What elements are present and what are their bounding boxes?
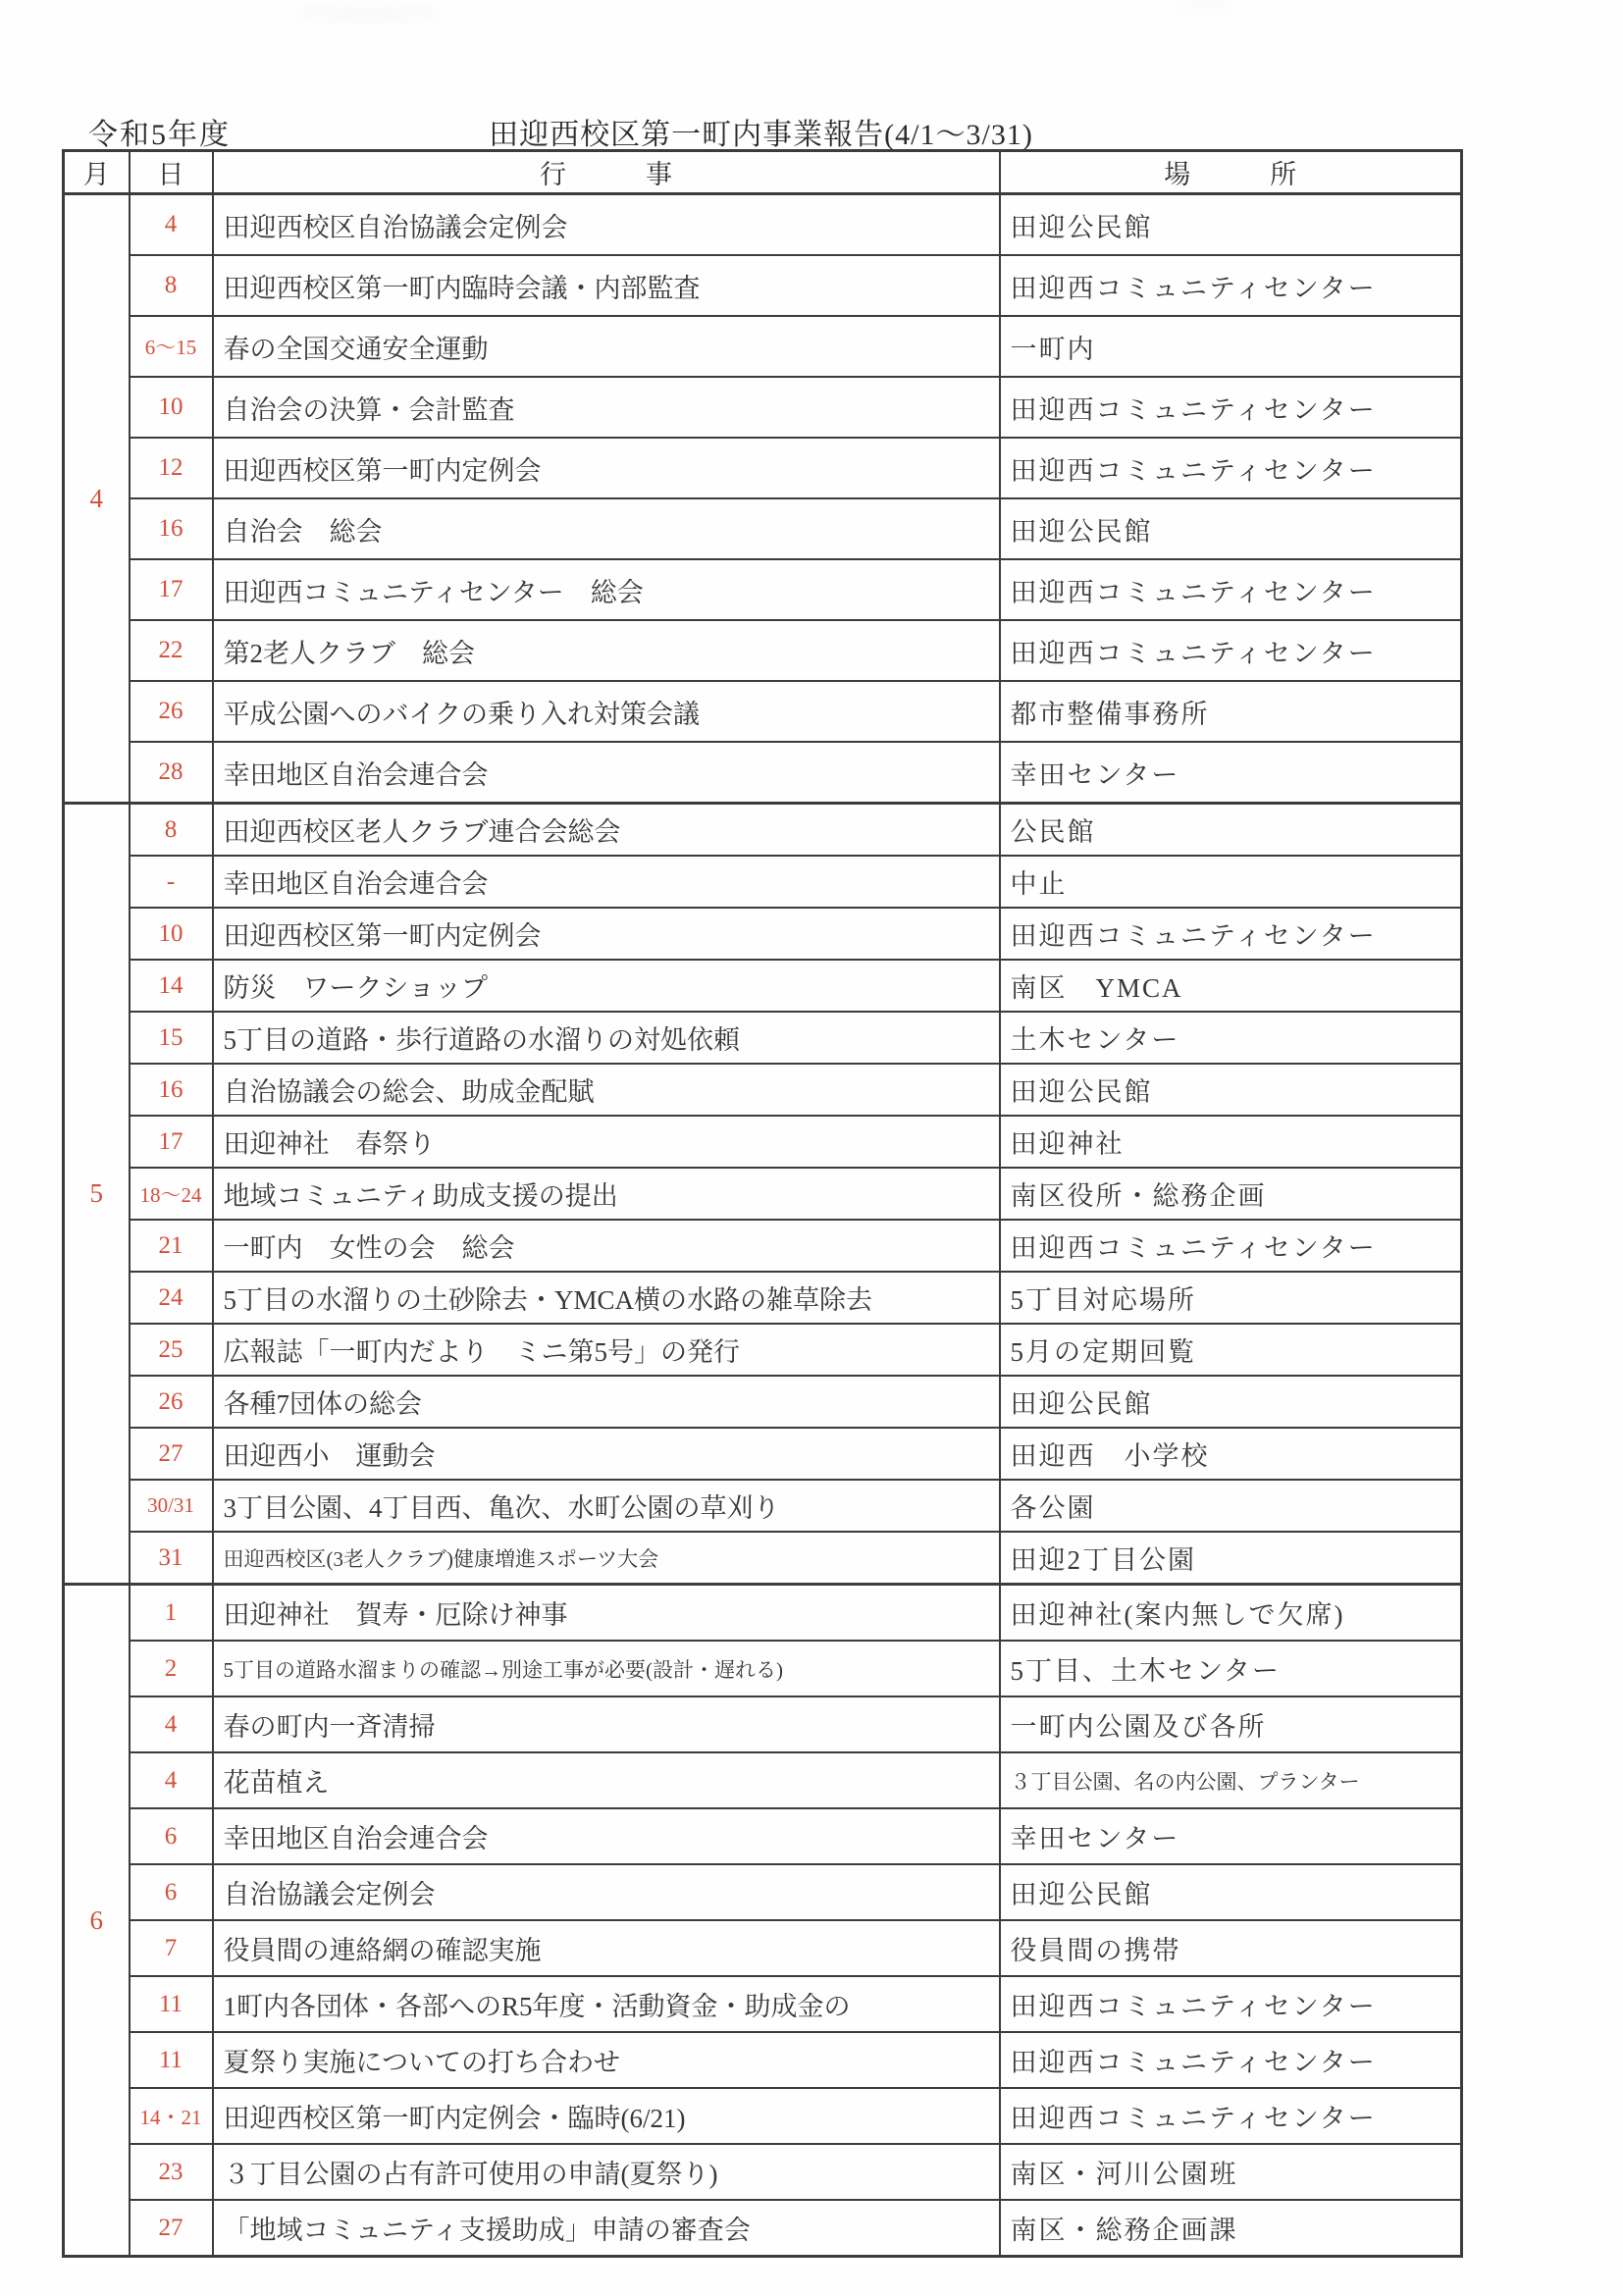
table-row [64,1920,1462,1976]
event-place: 田迎神社(案内無しで欠席) [1000,1585,1462,1642]
event-day: 27 [130,2200,213,2257]
event-name: 広報誌「一町内だより ミニ第5号」の発行 [213,1324,1000,1376]
event-name: 1町内各団体・各部へのR5年度・活動資金・助成金の [213,1976,1000,2032]
event-place: 5月の定期回覧 [1000,1324,1462,1376]
event-name: 自治協議会の総会、助成金配賦 [213,1064,1000,1116]
event-place: 南区 YMCA [1000,960,1462,1012]
event-day: 25 [130,1324,213,1376]
event-place: 田迎西コミュニティセンター [1000,620,1462,681]
table-row [64,804,1462,857]
event-name: 5丁目の道路水溜まりの確認→別途工事が必要(設計・遅れる) [213,1641,1000,1696]
event-day: 10 [130,908,213,960]
event-day: 28 [130,742,213,804]
table-row [64,2088,1462,2144]
table-row [64,1116,1462,1168]
table-row [64,2144,1462,2200]
event-day: 6 [130,1808,213,1864]
event-day: 16 [130,1064,213,1116]
event-place: 田迎神社 [1000,1116,1462,1168]
event-day: 7 [130,1920,213,1976]
header-row [64,151,1462,194]
event-day: 26 [130,681,213,742]
event-place: 田迎西コミュニティセンター [1000,1220,1462,1272]
event-day: 16 [130,498,213,559]
event-place: 田迎西コミュニティセンター [1000,438,1462,498]
event-name: 田迎西コミュニティセンター 総会 [213,559,1000,620]
event-name: 「地域コミュニティ支援助成」申請の審査会 [213,2200,1000,2257]
table-row [64,559,1462,620]
event-name: 田迎西校区第一町内定例会・臨時(6/21) [213,2088,1000,2144]
event-day: 4 [130,194,213,256]
event-name: 各種7団体の総会 [213,1376,1000,1428]
event-place: 5丁目対応場所 [1000,1272,1462,1324]
event-name: 田迎神社 春祭り [213,1116,1000,1168]
table-row [64,498,1462,559]
column-header-event: 行 事 [213,151,1000,194]
event-name: 春の全国交通安全運動 [213,316,1000,377]
event-day: 12 [130,438,213,498]
event-place: 中止 [1000,856,1462,908]
scan-artifact [1178,2,1236,12]
table-row [64,1752,1462,1808]
table-row [64,1532,1462,1585]
event-place: 5丁目、土木センター [1000,1641,1462,1696]
event-place: 一町内 [1000,316,1462,377]
month-label: 5 [64,804,130,1585]
event-place: 田迎西コミュニティセンター [1000,559,1462,620]
table-row [64,377,1462,438]
table-row [64,2200,1462,2257]
table-row [64,1376,1462,1428]
event-name: ３丁目公園の占有許可使用の申請(夏祭り) [213,2144,1000,2200]
table-row [64,316,1462,377]
column-header-day: 日 [130,151,213,194]
event-place: 田迎西 小学校 [1000,1428,1462,1480]
event-name: 5丁目の水溜りの土砂除去・YMCA横の水路の雑草除去 [213,1272,1000,1324]
event-place: 田迎公民館 [1000,1376,1462,1428]
event-place: 田迎西コミュニティセンター [1000,255,1462,316]
month-label: 6 [64,1585,130,2257]
event-place: 土木センター [1000,1012,1462,1064]
event-place: ３丁目公園、名の内公園、プランター [1000,1752,1462,1808]
event-day: 2 [130,1641,213,1696]
table-row [64,194,1462,256]
event-place: 南区・総務企画課 [1000,2200,1462,2257]
event-name: 田迎西校区第一町内定例会 [213,908,1000,960]
event-name: 田迎西校区(3老人クラブ)健康増進スポーツ大会 [213,1532,1000,1585]
table-row [64,908,1462,960]
event-day: 23 [130,2144,213,2200]
event-name: 田迎西校区第一町内定例会 [213,438,1000,498]
event-day: 18〜24 [130,1168,213,1220]
event-day: 22 [130,620,213,681]
event-place: 田迎西コミュニティセンター [1000,377,1462,438]
event-day: 10 [130,377,213,438]
scan-artifact [294,6,442,20]
event-day: 4 [130,1752,213,1808]
table-row [64,1220,1462,1272]
event-place: 幸田センター [1000,742,1462,804]
column-header-place: 場 所 [1000,151,1462,194]
event-day: 17 [130,559,213,620]
event-place: 田迎公民館 [1000,498,1462,559]
table-row [64,620,1462,681]
event-name: 一町内 女性の会 総会 [213,1220,1000,1272]
table-row [64,255,1462,316]
event-place: 田迎西コミュニティセンター [1000,2088,1462,2144]
event-day: 11 [130,2032,213,2088]
table-row [64,856,1462,908]
event-day: 24 [130,1272,213,1324]
table-row [64,1428,1462,1480]
page-title: 田迎西校区第一町内事業報告(4/1〜3/31) [489,119,1033,151]
event-name: 花苗植え [213,1752,1000,1808]
event-place: 田迎西コミュニティセンター [1000,908,1462,960]
event-day: 27 [130,1428,213,1480]
table-row [64,1272,1462,1324]
event-day: 14 [130,960,213,1012]
event-name: 平成公園へのバイクの乗り入れ対策会議 [213,681,1000,742]
event-name: 地域コミュニティ助成支援の提出 [213,1168,1000,1220]
table-row [64,1324,1462,1376]
event-name: 自治会 総会 [213,498,1000,559]
table-row [64,1808,1462,1864]
month-label: 4 [64,194,130,804]
event-place: 田迎公民館 [1000,1064,1462,1116]
event-day: 6 [130,1864,213,1920]
event-day: 8 [130,804,213,857]
event-name: 田迎西校区自治協議会定例会 [213,194,1000,256]
table-row [64,1641,1462,1696]
event-place: 幸田センター [1000,1808,1462,1864]
table-row [64,1696,1462,1752]
event-name: 田迎神社 賀寿・厄除け神事 [213,1585,1000,1642]
table-row [64,1480,1462,1532]
event-day: 4 [130,1696,213,1752]
event-day: 15 [130,1012,213,1064]
event-place: 役員間の携帯 [1000,1920,1462,1976]
table-row [64,438,1462,498]
table-row [64,1864,1462,1920]
event-day: 8 [130,255,213,316]
event-day: 17 [130,1116,213,1168]
table-row [64,1585,1462,1642]
event-name: 夏祭り実施についての打ち合わせ [213,2032,1000,2088]
event-name: 春の町内一斉清掃 [213,1696,1000,1752]
table-row [64,1168,1462,1220]
event-day: 6〜15 [130,316,213,377]
event-place: 各公園 [1000,1480,1462,1532]
table-row [64,2032,1462,2088]
event-name: 5丁目の道路・歩行道路の水溜りの対処依頼 [213,1012,1000,1064]
column-header-month: 月 [64,151,130,194]
event-day: 11 [130,1976,213,2032]
event-day: 26 [130,1376,213,1428]
table-row [64,960,1462,1012]
event-name: 幸田地区自治会連合会 [213,856,1000,908]
event-place: 一町内公園及び各所 [1000,1696,1462,1752]
event-day: - [130,856,213,908]
event-name: 田迎西校区老人クラブ連合会総会 [213,804,1000,857]
event-name: 自治会の決算・会計監査 [213,377,1000,438]
table-row [64,1976,1462,2032]
events-table [62,149,1463,2258]
event-place: 南区・河川公園班 [1000,2144,1462,2200]
event-name: 役員間の連絡網の確認実施 [213,1920,1000,1976]
event-name: 田迎西校区第一町内臨時会議・内部監査 [213,255,1000,316]
fiscal-year-label: 令和5年度 [88,119,231,151]
event-day: 31 [130,1532,213,1585]
event-place: 田迎公民館 [1000,194,1462,256]
event-name: 幸田地区自治会連合会 [213,1808,1000,1864]
event-name: 幸田地区自治会連合会 [213,742,1000,804]
event-name: 自治協議会定例会 [213,1864,1000,1920]
event-place: 公民館 [1000,804,1462,857]
event-place: 田迎西コミュニティセンター [1000,2032,1462,2088]
event-place: 田迎公民館 [1000,1864,1462,1920]
event-day: 14・21 [130,2088,213,2144]
event-name: 防災 ワークショップ [213,960,1000,1012]
event-place: 田迎西コミュニティセンター [1000,1976,1462,2032]
event-place: 南区役所・総務企画 [1000,1168,1462,1220]
event-day: 1 [130,1585,213,1642]
table-row [64,1064,1462,1116]
table-row [64,681,1462,742]
event-day: 30/31 [130,1480,213,1532]
table-row [64,742,1462,804]
event-name: 田迎西小 運動会 [213,1428,1000,1480]
event-name: 3丁目公園、4丁目西、亀次、水町公園の草刈り [213,1480,1000,1532]
event-name: 第2老人クラブ 総会 [213,620,1000,681]
event-place: 田迎2丁目公園 [1000,1532,1462,1585]
event-place: 都市整備事務所 [1000,681,1462,742]
event-day: 21 [130,1220,213,1272]
table-row [64,1012,1462,1064]
document-header [62,110,1460,149]
